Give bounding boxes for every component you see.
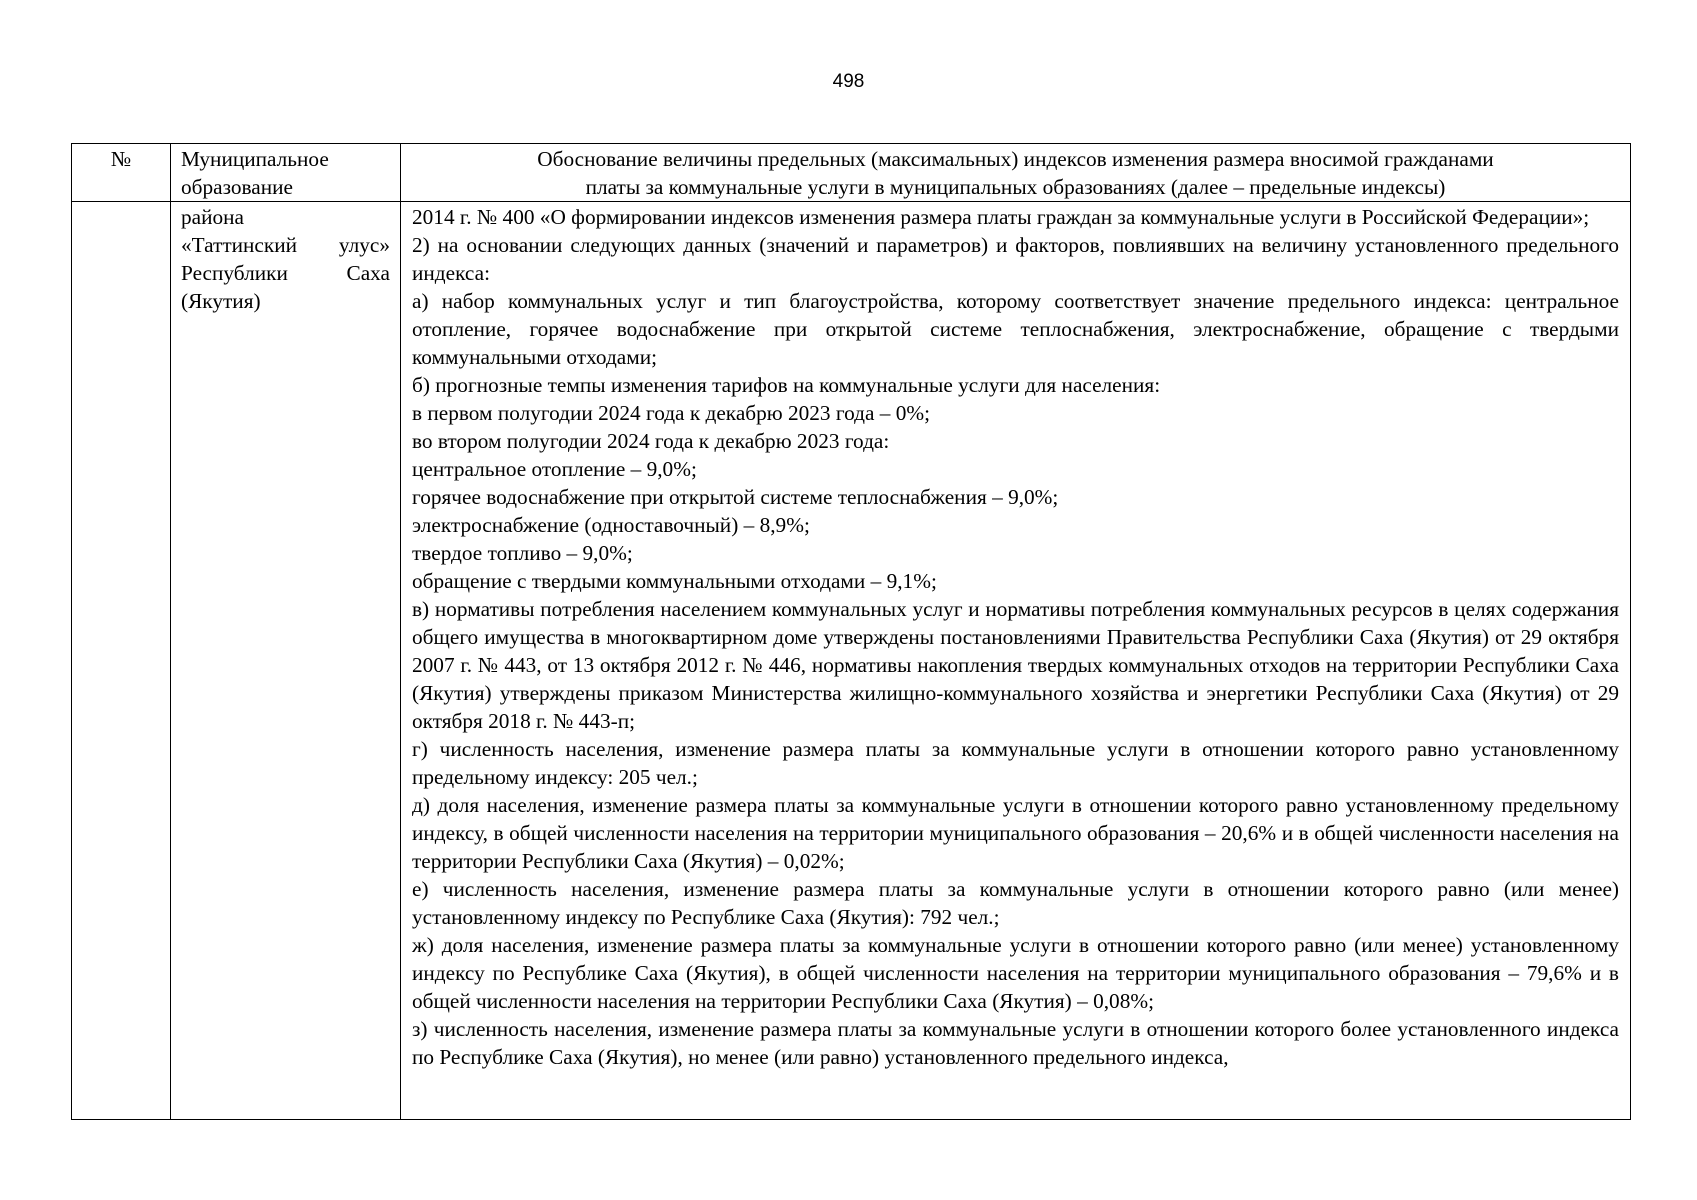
header-municipality-line: образование — [181, 175, 293, 199]
justification-paragraph: з) численность населения, изменение размера платы за коммунальные услуги в отношении которого более установленного индекса по Республике Саха (Якутия), но менее (или равно) установленного предельного индекса, — [412, 1017, 1619, 1069]
table-row — [72, 202, 1631, 1120]
municipality-line: (Якутия) — [181, 289, 261, 313]
justification-paragraph: а) набор коммунальных услуг и тип благоустройства, которому соответствует значение предельного индекса: центральное отопление, горячее водоснабжение при открытой системе теплоснабжения, электроснабжение, обращение с твердыми коммунальными отходами; — [412, 289, 1619, 369]
header-municipality — [171, 144, 401, 202]
justification-paragraph: в) нормативы потребления населением коммунальных услуг и нормативы потребления коммунальных ресурсов в целях содержания общего имущества в многоквартирном доме утверждены постановлениями Правительства Республики Саха (Якутия) от 29 октября 2007 г. № 443, от 13 октября 2012 г. № 446, нормативы накопления твердых коммунальных отходов на территории Республики Саха (Якутия) утверждены приказом Министерства жилищно-коммунального хозяйства и энергетики Республики Саха (Якутия) от 29 октября 2018 г. № 443-п; — [412, 597, 1619, 733]
header-justification-line: Обоснование величины предельных (максимальных) индексов изменения размера вносимой гражданами — [537, 147, 1494, 171]
header-justification-line: платы за коммунальные услуги в муниципальных образованиях (далее – предельные индексы) — [585, 175, 1446, 199]
header-justification — [401, 144, 1631, 202]
header-municipality-line: Муниципальное — [181, 147, 329, 171]
justification-paragraph: е) численность населения, изменение размера платы за коммунальные услуги в отношении которого равно (или менее) установленному индексу по Республике Саха (Якутия): 792 чел.; — [412, 877, 1619, 929]
justification-paragraph: 2014 г. № 400 «О формировании индексов изменения размера платы граждан за коммунальные услуги в Российской Федерации»; — [412, 205, 1590, 229]
header-number: № — [72, 144, 171, 202]
cell-number — [72, 202, 171, 1120]
justification-paragraph: б) прогнозные темпы изменения тарифов на коммунальные услуги для населения: — [412, 373, 1161, 397]
municipality-line: Республики Саха — [181, 261, 390, 285]
municipality-line: «Таттинский улус» — [181, 233, 390, 257]
justification-paragraph: центральное отопление – 9,0%; — [412, 457, 697, 481]
justification-paragraph: во втором полугодии 2024 года к декабрю 2023 года: — [412, 429, 890, 453]
municipality-line: района — [181, 205, 244, 229]
justification-paragraph: твердое топливо – 9,0%; — [412, 541, 633, 565]
page-number: 498 — [832, 71, 865, 92]
tariff-index-table — [71, 143, 1631, 1120]
justification-paragraph: г) численность населения, изменение размера платы за коммунальные услуги в отношении которого равно установленному предельному индексу: 205 чел.; — [412, 737, 1619, 789]
justification-paragraph: д) доля населения, изменение размера платы за коммунальные услуги в отношении которого равно установленному предельному индексу, в общей численности населения на территории муниципального образования – 20,6% и в общей численности населения на территории Республики Саха (Якутия) – 0,02%; — [412, 793, 1619, 873]
justification-paragraph: обращение с твердыми коммунальными отходами – 9,1%; — [412, 569, 937, 593]
justification-paragraph: электроснабжение (одноставочный) – 8,9%; — [412, 513, 810, 537]
cell-municipality — [171, 202, 401, 1120]
justification-paragraph: в первом полугодии 2024 года к декабрю 2023 года – 0%; — [412, 401, 931, 425]
justification-paragraph: 2) на основании следующих данных (значений и параметров) и факторов, повлиявших на величину установленного предельного индекса: — [412, 233, 1619, 285]
justification-paragraph: ж) доля населения, изменение размера платы за коммунальные услуги в отношении которого равно (или менее) установленному индексу по Республике Саха (Якутия), в общей численности населения на территории муниципального образования – 79,6% и в общей численности населения на территории Республики Саха (Якутия) – 0,08%; — [412, 933, 1619, 1013]
cell-justification — [401, 202, 1631, 1120]
justification-paragraph: горячее водоснабжение при открытой системе теплоснабжения – 9,0%; — [412, 485, 1059, 509]
table-header-row — [72, 144, 1631, 202]
